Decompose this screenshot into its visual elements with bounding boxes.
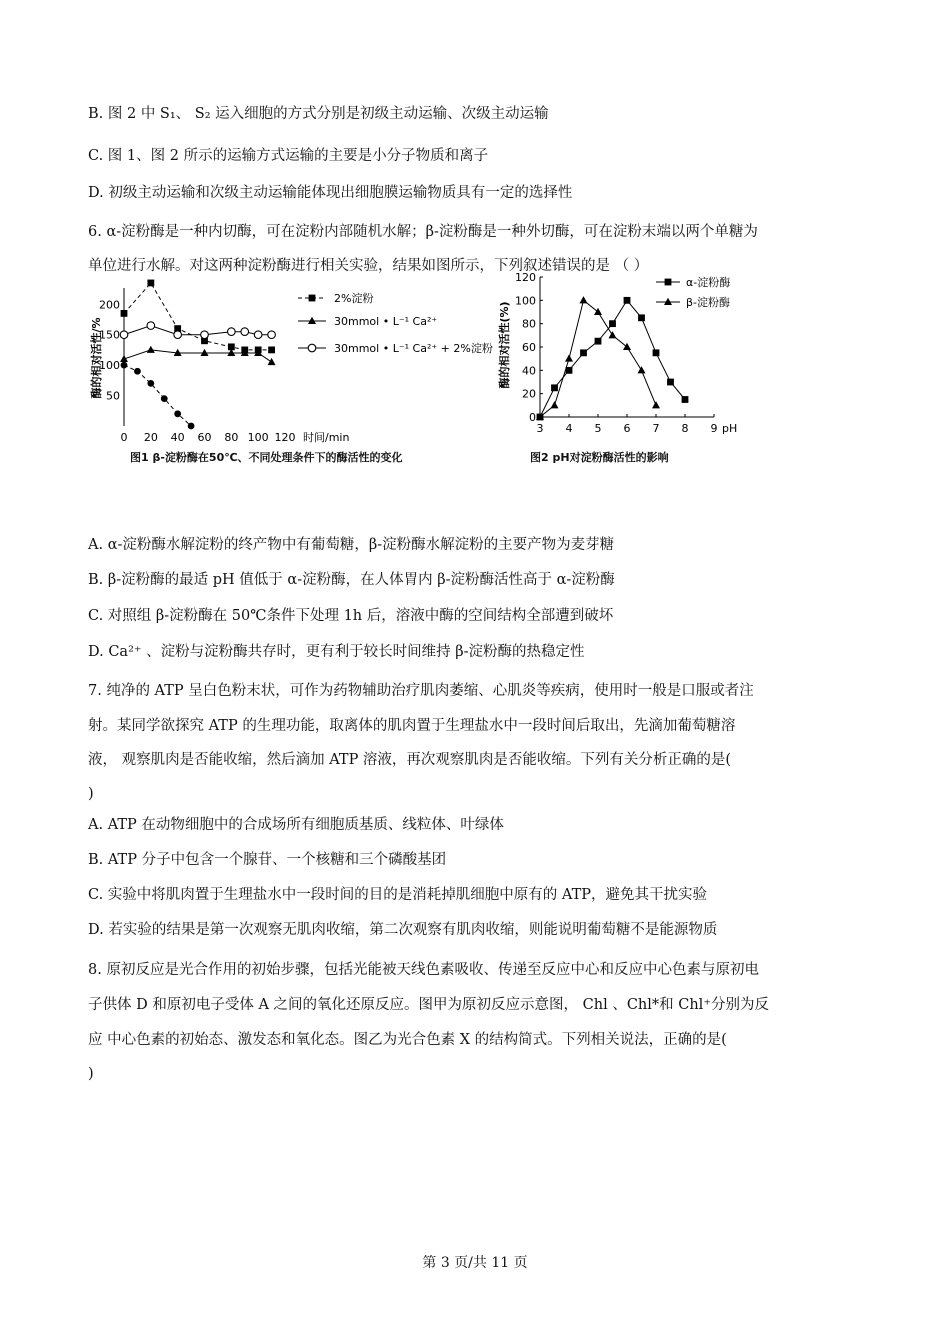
data-point xyxy=(241,328,249,336)
data-point xyxy=(623,343,631,350)
text-line: C. 实验中将肌肉置于生理盐水中一段时间的目的是消耗掉肌细胞中原有的 ATP，避免其干扰实验 xyxy=(88,887,708,903)
text-line: 7. 纯净的 ATP 呈白色粉末状，可作为药物辅助治疗肌肉萎缩、心肌炎等疾病，使用时一般是口服或者注 xyxy=(88,683,754,699)
y-tick-label: 200 xyxy=(99,298,120,312)
x-tick-label: 120 xyxy=(274,431,296,444)
legend-label: 30mmol • L⁻¹ Ca²⁺ + 2%淀粉 xyxy=(334,342,493,355)
x-axis-label: 时间/min xyxy=(303,431,350,444)
x-tick-label: 6 xyxy=(623,422,631,435)
data-point xyxy=(254,331,262,339)
data-point xyxy=(147,380,154,387)
data-point xyxy=(174,410,181,417)
data-point xyxy=(188,423,195,430)
data-point xyxy=(595,338,602,345)
series-line xyxy=(124,283,272,350)
y-axis-label: 酶的相对活性/% xyxy=(90,317,103,399)
x-tick-label: 8 xyxy=(681,422,689,435)
data-point xyxy=(638,314,645,321)
x-tick-label: 80 xyxy=(224,431,239,444)
y-tick-label: 100 xyxy=(515,294,536,308)
y-tick-label: 40 xyxy=(522,364,536,378)
data-point xyxy=(580,296,588,303)
x-tick-label: 100 xyxy=(247,431,269,444)
text-line: 单位进行水解。对这两种淀粉酶进行相关实验，结果如图所示，下列叙述错误的是 （ ） xyxy=(88,258,649,274)
data-point xyxy=(147,346,155,353)
x-tick-label: 0 xyxy=(120,431,128,444)
data-point xyxy=(147,280,154,287)
text-line: 液， 观察肌肉是否能收缩，然后滴加 ATP 溶液，再次观察肌肉是否能收缩。下列有关分析正确的是( xyxy=(88,752,732,768)
text-line: A. α-淀粉酶水解淀粉的终产物中有葡萄糖，β-淀粉酶水解淀粉的主要产物为麦芽糖 xyxy=(88,537,615,553)
legend-label: 2%淀粉 xyxy=(334,292,374,305)
data-point xyxy=(565,354,573,361)
x-tick-label: 60 xyxy=(197,431,212,444)
text-line: ) xyxy=(88,786,94,802)
data-point xyxy=(652,401,660,408)
y-tick-label: 120 xyxy=(515,271,536,284)
data-point xyxy=(161,395,168,402)
text-line: 应 中心色素的初始态、激发态和氧化态。图乙为光合色素 X 的结构简式。下列相关说法，正确的是( xyxy=(88,1032,727,1048)
figure-1-caption: 图1 β-淀粉酶在50℃、不同处理条件下的酶活性的变化 xyxy=(130,451,403,464)
text-line: C. 图 1、图 2 所示的运输方式运输的主要是小分子物质和离子 xyxy=(88,148,489,164)
data-point xyxy=(580,349,587,356)
data-point xyxy=(121,310,128,317)
data-point xyxy=(667,379,674,386)
figure-1-chart xyxy=(88,288,493,452)
legend-marker xyxy=(308,344,316,352)
x-tick-label: 20 xyxy=(143,431,158,444)
legend-marker xyxy=(309,295,316,302)
series-line xyxy=(124,326,272,335)
legend-marker xyxy=(664,298,672,305)
y-tick-label: 60 xyxy=(522,341,536,354)
data-point xyxy=(134,368,141,375)
figure-2-caption: 图2 pH对淀粉酶活性的影响 xyxy=(530,451,669,464)
data-point xyxy=(120,331,128,339)
x-tick-label: 9 xyxy=(710,422,718,435)
data-point xyxy=(609,320,616,327)
text-line: 8. 原初反应是光合作用的初始步骤，包括光能被天线色素吸收、传递至反应中心和反应中心色素与原初电 xyxy=(88,962,759,978)
data-point xyxy=(228,328,236,336)
legend-marker xyxy=(665,279,672,286)
y-tick-label: 150 xyxy=(99,328,120,342)
legend-label: α-淀粉酶 xyxy=(686,276,731,289)
text-line: 6. α-淀粉酶是一种内切酶，可在淀粉内部随机水解；β-淀粉酶是一种外切酶，可在淀粉末端以两个单糖为 xyxy=(88,224,758,240)
series-line xyxy=(540,300,685,417)
y-tick-label: 0 xyxy=(529,411,536,424)
data-point xyxy=(551,384,558,391)
data-point xyxy=(121,362,128,369)
text-line: D. Ca²⁺ 、淀粉与淀粉酶共存时，更有利于较长时间维持 β-淀粉酶的热稳定性 xyxy=(88,644,585,660)
legend-label: 30mmol • L⁻¹ Ca²⁺ xyxy=(334,315,438,328)
data-point xyxy=(268,331,276,339)
text-line: 射。某同学欲探究 ATP 的生理功能，取离体的肌肉置于生理盐水中一段时间后取出，先滴加葡萄糖溶 xyxy=(88,718,736,734)
y-tick-label: 100 xyxy=(99,359,120,373)
figure-2-chart xyxy=(498,270,758,444)
text-line: D. 若实验的结果是第一次观察无肌肉收缩，第二次观察有肌肉收缩，则能说明葡萄糖不是能源物质 xyxy=(88,922,718,938)
data-point xyxy=(268,347,275,354)
y-tick-label: 20 xyxy=(522,387,536,401)
text-line: B. β-淀粉酶的最适 pH 值低于 α-淀粉酶，在人体胃内 β-淀粉酶活性高于 α-淀粉酶 xyxy=(88,572,615,588)
data-point xyxy=(594,308,602,315)
data-point xyxy=(638,366,646,373)
series-line xyxy=(124,350,272,362)
x-tick-label: 4 xyxy=(565,422,573,435)
text-line: C. 对照组 β-淀粉酶在 50℃条件下处理 1h 后，溶液中酶的空间结构全部遭到破坏 xyxy=(88,608,614,624)
text-line: D. 初级主动运输和次级主动运输能体现出细胞膜运输物质具有一定的选择性 xyxy=(88,185,573,201)
data-point xyxy=(609,331,617,338)
series-line xyxy=(124,365,191,426)
data-point xyxy=(653,349,660,356)
y-axis-label: 酶的相对活性(%) xyxy=(498,301,511,389)
legend-label: β-淀粉酶 xyxy=(686,296,730,309)
y-tick-label: 80 xyxy=(522,317,536,331)
data-point xyxy=(201,349,209,356)
data-point xyxy=(201,331,209,339)
data-point xyxy=(268,358,276,365)
text-line: ) xyxy=(88,1066,94,1082)
data-point xyxy=(174,331,182,339)
chart-2-svg xyxy=(498,270,758,440)
data-point xyxy=(682,396,689,403)
x-tick-label: 40 xyxy=(170,431,185,444)
text-line: B. ATP 分子中包含一个腺苷、一个核糖和三个磷酸基团 xyxy=(88,852,447,868)
x-tick-label: 3 xyxy=(536,422,544,435)
data-point xyxy=(147,322,155,330)
x-tick-label: 7 xyxy=(652,422,660,435)
data-point xyxy=(551,401,559,408)
text-line: B. 图 2 中 S₁、 S₂ 运入细胞的方式分别是初级主动运输、次级主动运输 xyxy=(88,106,549,122)
chart-1-svg xyxy=(88,288,493,448)
text-line: 子供体 D 和原初电子受体 A 之间的氧化还原反应。图甲为原初反应示意图， Chl 、Chl*和 Chl⁺分别为反 xyxy=(88,997,769,1013)
page-footer: 第 3 页/共 11 页 xyxy=(422,1255,528,1271)
x-tick-label: 5 xyxy=(594,422,602,435)
x-axis-label: pH xyxy=(722,422,738,435)
legend-marker xyxy=(308,317,316,324)
data-point xyxy=(624,297,631,304)
y-tick-label: 50 xyxy=(106,389,120,403)
text-line: A. ATP 在动物细胞中的合成场所有细胞质基质、线粒体、叶绿体 xyxy=(88,817,504,833)
